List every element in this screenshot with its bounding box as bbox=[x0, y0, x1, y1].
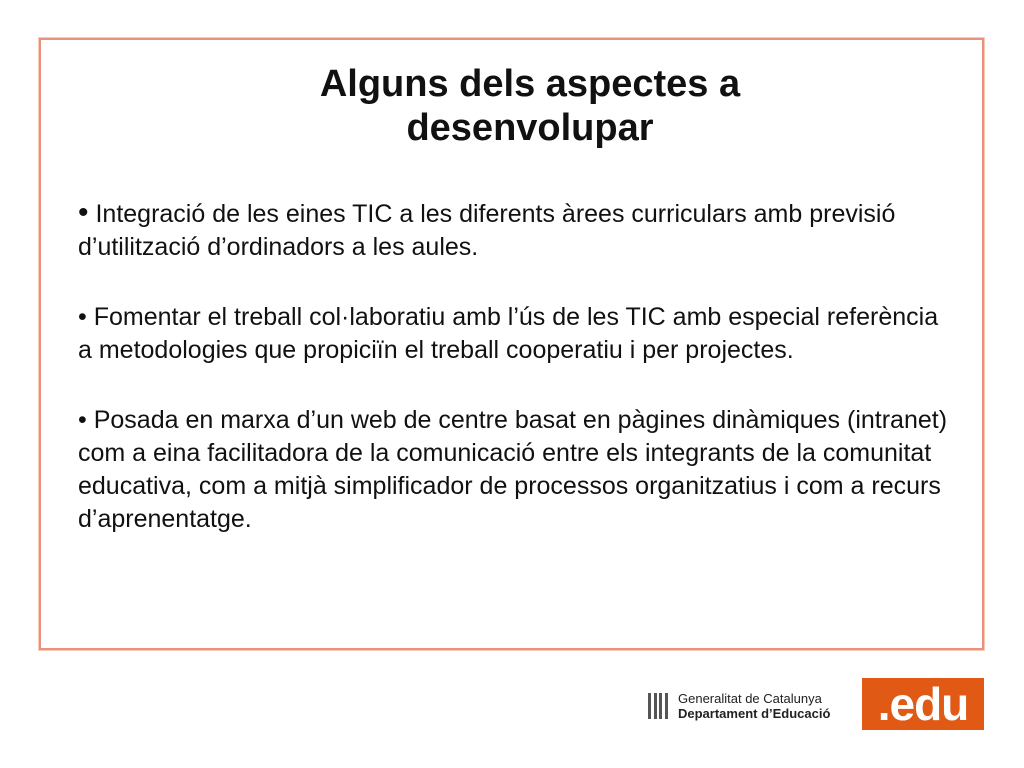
generalitat-name: Generalitat de Catalunya bbox=[678, 691, 822, 706]
slide-title: Alguns dels aspectes a desenvolupar bbox=[319, 63, 741, 149]
generalitat-logo bbox=[648, 689, 830, 723]
bullet-dot: • bbox=[78, 196, 89, 229]
bullet-text: Posada en marxa d’un web de centre basat en pàgines dinàmiques (intranet) com a eina facilitadora de la comunicació entre els integrants de la comunitat educativa, com a mitjà simplificador de processos organitzatius i com a recurs d’aprenentatge. bbox=[78, 406, 948, 533]
bullet-list bbox=[78, 196, 958, 536]
bullet-item bbox=[78, 196, 958, 264]
bullet-text: Fomentar el treball col·laboratiu amb l’ús de les TIC amb especial referència a metodologies que propiciïn el treball cooperatiu i per projectes. bbox=[78, 303, 939, 364]
edu-logo: .edu bbox=[862, 678, 984, 730]
department-name: Departament d’Educació bbox=[678, 706, 831, 721]
bullet-item bbox=[78, 404, 958, 536]
bullet-dot: • bbox=[78, 303, 87, 331]
bullet-dot: • bbox=[78, 406, 87, 434]
generalitat-emblem-icon bbox=[648, 693, 668, 719]
bullet-item bbox=[78, 301, 958, 367]
bullet-text: Integració de les eines TIC a les diferents àrees curriculars amb previsió d’utilització d’ordinadors a les aules. bbox=[78, 200, 896, 261]
generalitat-text bbox=[678, 691, 830, 721]
